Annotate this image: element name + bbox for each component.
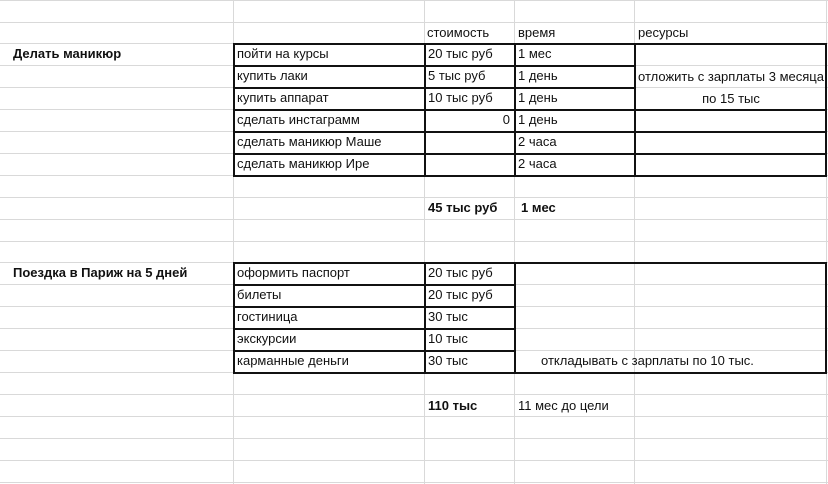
task-name: сделать маникюр Маше xyxy=(237,134,382,149)
task-cost: 20 тыс руб xyxy=(428,46,493,61)
border xyxy=(233,43,235,176)
total-cost-manicure: 45 тыс руб xyxy=(428,200,498,215)
task-name: купить лаки xyxy=(237,68,308,83)
total-time-paris: 11 мес до цели xyxy=(518,398,609,413)
task-time: 1 день xyxy=(518,68,558,83)
task-time: 1 день xyxy=(518,90,558,105)
task-time: 2 часа xyxy=(518,156,557,171)
task-cost: 5 тыс руб xyxy=(428,68,486,83)
task-name: купить аппарат xyxy=(237,90,329,105)
task-cost: 20 тыс руб xyxy=(428,265,493,280)
total-time-manicure: 1 мес xyxy=(521,200,556,215)
gridline xyxy=(0,22,828,23)
task-cost: 20 тыс руб xyxy=(428,287,493,302)
task-time: 1 день xyxy=(518,112,558,127)
border xyxy=(424,43,426,176)
goal-manicure: Делать маникюр xyxy=(13,46,122,61)
goal-paris: Поездка в Париж на 5 дней xyxy=(13,265,188,280)
gridline xyxy=(0,482,828,483)
gridline xyxy=(0,416,828,417)
task-cost: 0 xyxy=(502,112,510,127)
gridline xyxy=(0,241,828,242)
border xyxy=(233,262,235,373)
gridline xyxy=(0,394,828,395)
border xyxy=(424,262,426,373)
task-name: экскурсии xyxy=(237,331,297,346)
border xyxy=(233,175,827,177)
task-name: сделать инстаграмм xyxy=(237,112,360,127)
resources-note-manicure: отложить с зарплаты 3 месяца по 15 тыс xyxy=(638,69,824,106)
border xyxy=(233,372,827,374)
header-cost: стоимость xyxy=(427,25,490,40)
gridline xyxy=(0,438,828,439)
gridline xyxy=(0,460,828,461)
task-name: карманные деньги xyxy=(237,353,349,368)
border xyxy=(514,262,516,373)
task-cost: 30 тыс xyxy=(428,353,468,368)
total-cost-paris: 110 тыс xyxy=(428,398,478,413)
header-resources: ресурсы xyxy=(638,25,689,40)
task-name: сделать маникюр Ире xyxy=(237,156,370,171)
resources-note-paris: откладывать с зарплаты по 10 тыс. xyxy=(541,353,754,368)
header-time: время xyxy=(518,25,556,40)
border xyxy=(514,43,516,176)
task-name: оформить паспорт xyxy=(237,265,350,280)
task-time: 2 часа xyxy=(518,134,557,149)
task-name: билеты xyxy=(237,287,282,302)
task-name: гостиница xyxy=(237,309,298,324)
task-time: 1 мес xyxy=(518,46,552,61)
task-cost: 30 тыс xyxy=(428,309,468,324)
task-name: пойти на курсы xyxy=(237,46,329,61)
gridline xyxy=(0,219,828,220)
border xyxy=(825,262,827,373)
task-cost: 10 тыс руб xyxy=(428,90,493,105)
task-cost: 10 тыс xyxy=(428,331,468,346)
gridline xyxy=(0,0,828,1)
gridline xyxy=(0,197,828,198)
